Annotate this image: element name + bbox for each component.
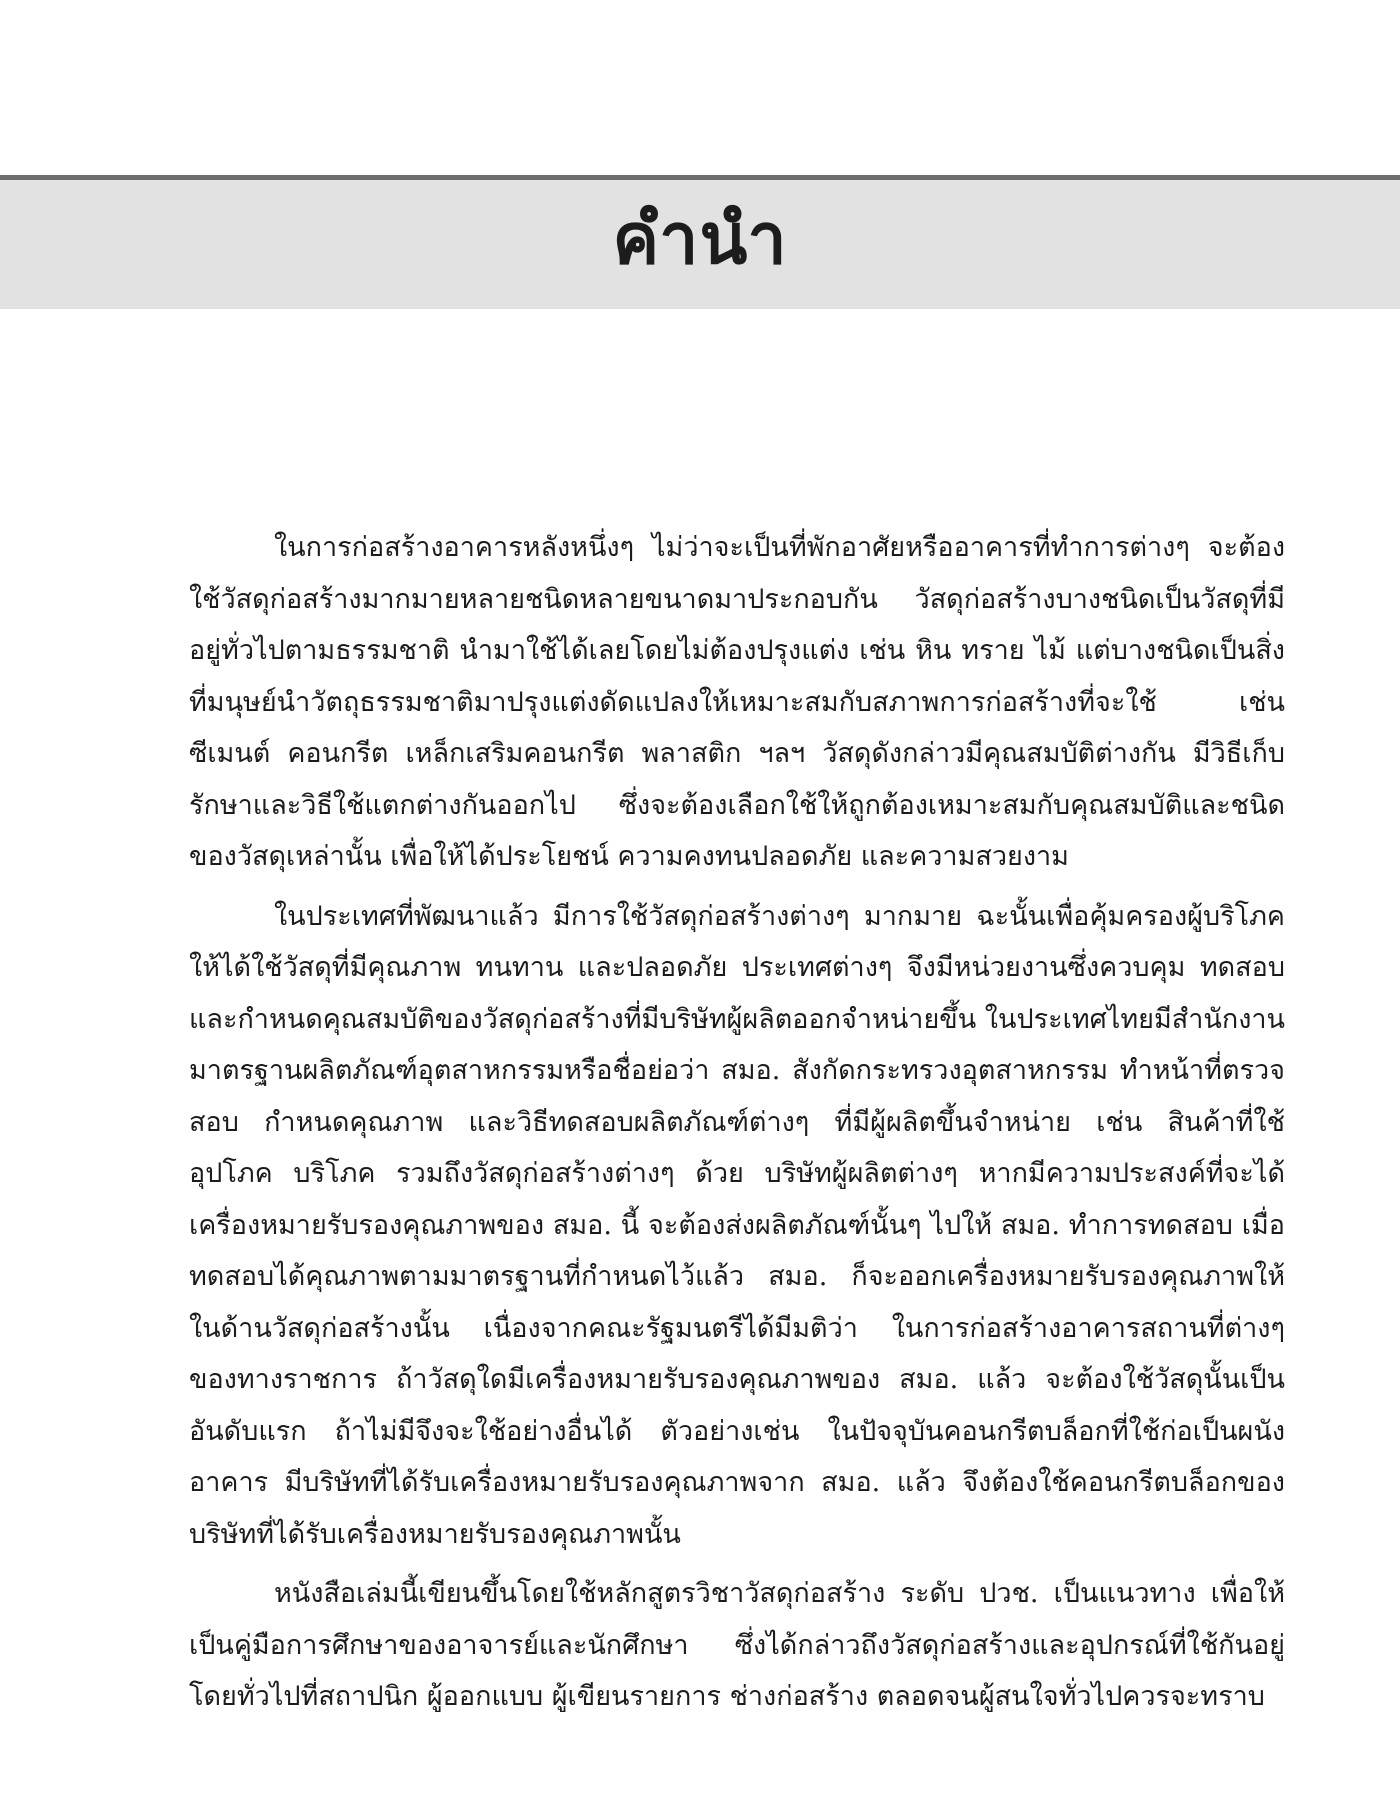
paragraph-1: ในการก่อสร้างอาคารหลังหนึ่งๆ ไม่ว่าจะเป็นที่พักอาศัยหรืออาคารที่ทำการต่างๆ จะต้องใช้วัสดุก่อสร้างมากมายหลายชนิดหลายขนาดมาประกอบกัน วัสดุก่อสร้างบางชนิดเป็นวัสดุที่มีอยู่ทั่วไปตามธรรมชาติ นำมาใช้ได้เลยโดยไม่ต้องปรุงแต่ง เช่น หิน ทราย ไม้ แต่บางชนิดเป็นสิ่งที่มนุษย์นำวัตถุธรรมชาติมาปรุงแต่งดัดแปลงให้เหมาะสมกับสภาพการก่อสร้างที่จะใช้ เช่น ซีเมนต์ คอนกรีต เหล็กเสริมคอนกรีต พลาสติก ฯลฯ วัสดุดังกล่าวมีคุณสมบัติต่างกัน มีวิธีเก็บรักษาและวิธีใช้แตกต่างกันออกไป ซึ่งจะต้องเลือกใช้ให้ถูกต้องเหมาะสมกับคุณสมบัติและชนิดของวัสดุเหล่านั้น เพื่อให้ได้ประโยชน์ ความคงทนปลอดภัย และความสวยงาม bbox=[189, 532, 1285, 872]
body-text bbox=[189, 522, 1285, 1731]
title-band bbox=[0, 175, 1400, 309]
page-title: คำนำ bbox=[612, 198, 788, 280]
paragraph-2: ในประเทศที่พัฒนาแล้ว มีการใช้วัสดุก่อสร้างต่างๆ มากมาย ฉะนั้นเพื่อคุ้มครองผู้บริโภคให้ได้ใช้วัสดุที่มีคุณภาพ ทนทาน และปลอดภัย ประเทศต่างๆ จึงมีหน่วยงานซึ่งควบคุม ทดสอบ และกำหนดคุณสมบัติของวัสดุก่อสร้างที่มีบริษัทผู้ผลิตออกจำหน่ายขึ้น ในประเทศไทยมีสำนักงานมาตรฐานผลิตภัณฑ์อุตสาหกรรมหรือชื่อย่อว่า สมอ. สังกัดกระทรวงอุตสาหกรรม ทำหน้าที่ตรวจสอบ กำหนดคุณภาพ และวิธีทดสอบผลิตภัณฑ์ต่างๆ ที่มีผู้ผลิตขึ้นจำหน่าย เช่น สินค้าที่ใช้อุปโภค บริโภค รวมถึงวัสดุก่อสร้างต่างๆ ด้วย บริษัทผู้ผลิตต่างๆ หากมีความประสงค์ที่จะได้เครื่องหมายรับรองคุณภาพของ สมอ. นี้ จะต้องส่งผลิตภัณฑ์นั้นๆ ไปให้ สมอ. ทำการทดสอบ เมื่อทดสอบได้คุณภาพตามมาตรฐานที่กำหนดไว้แล้ว สมอ. ก็จะออกเครื่องหมายรับรองคุณภาพให้ในด้านวัสดุก่อสร้างนั้น เนื่องจากคณะรัฐมนตรีได้มีมติว่า ในการก่อสร้างอาคารสถานที่ต่างๆ ของทางราชการ ถ้าวัสดุใดมีเครื่องหมายรับรองคุณภาพของ สมอ. แล้ว จะต้องใช้วัสดุนั้นเป็นอันดับแรก ถ้าไม่มีจึงจะใช้อย่างอื่นได้ ตัวอย่างเช่น ในปัจจุบันคอนกรีตบล็อกที่ใช้ก่อเป็นผนังอาคาร มีบริษัทที่ได้รับเครื่องหมายรับรองคุณภาพจาก สมอ. แล้ว จึงต้องใช้คอนกรีตบล็อกของบริษัทที่ได้รับเครื่องหมายรับรองคุณภาพนั้น bbox=[189, 900, 1285, 1550]
paragraph-3: หนังสือเล่มนี้เขียนขึ้นโดยใช้หลักสูตรวิชาวัสดุก่อสร้าง ระดับ ปวช. เป็นแนวทาง เพื่อให้เป็นคู่มือการศึกษาของอาจารย์และนักศึกษา ซึ่งได้กล่าวถึงวัสดุก่อสร้างและอุปกรณ์ที่ใช้กันอยู่โดยทั่วไปที่สถาปนิก ผู้ออกแบบ ผู้เขียนรายการ ช่างก่อสร้าง ตลอดจนผู้สนใจทั่วไปควรจะทราบ bbox=[189, 1578, 1285, 1712]
